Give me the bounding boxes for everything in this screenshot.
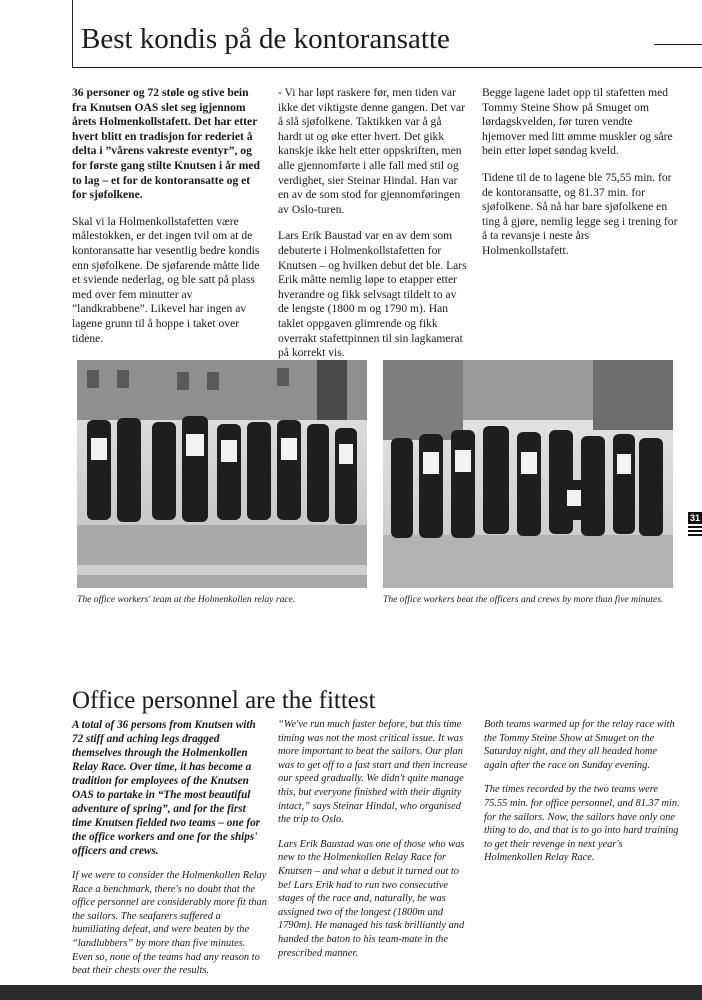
page-marker-stripe [688,530,702,532]
english-paragraph: The times recorded by the two teams were 75.55 min. for office personnel, and 81.37 min. for the sailors. Now, the sailors have only one thing to do, and that is to go into hard training to get their revenge in next year's Holmenkollen Relay Race. [484,784,680,864]
english-title: Office personnel are the fittest [72,687,376,714]
english-paragraph: “We've run much faster before, but this time timing was not the most critical issue. It was more important to beat the sailors. Our plan was to get off to a fast start and then increase our speed gradually. We didn't quite manage this, but everyone finished with their dignity intact,” says Steinar Hindal, who organised the trip to Oslo. [278,719,468,826]
photo-office-team [77,360,367,588]
norwegian-column-3 [482,86,678,271]
norwegian-paragraph: Lars Erik Baustad var en av dem som debuterte i Holmenkollstafetten for Knutsen – og hvilken debut det ble. Lars Erik måtte nemlig løpe to etapper etter hverandre og fikk selvsagt tildelt to av de lengste (1800 m og 1790 m). Han taklet oppgaven glimrende og fikk overrakt stafettpinnen til sin lagkamerat på korrekt vis. [278,229,467,360]
norwegian-paragraph: - Vi har løpt raskere før, men tiden var ikke det viktigste denne gangen. Det var å slå sjøfolkene. Taktikken var å gå hardt ut og øke etter hvert. Det gikk kanskje ikke helt etter oppskriften, men alle gjennomførte i alle fall med stil og verdighet, sier Steinar Hindal. Han var en av de som stod for gjennomføringen av Oslo-turen. [278,86,466,216]
norwegian-column-2 [278,86,468,373]
page-bottom-bar [0,985,702,1000]
english-paragraph: If we were to consider the Holmenkollen Relay Race a benchmark, there's no doubt that the office personnel are considerably more fit than the sailors. The seafarers suffered a humiliating defeat, and were beaten by the “landlubbers” by more than five minutes. Even so, none of the teams had any reason to beat their chests over the results. [72,870,267,977]
english-paragraph: Lars Erik Baustad was one of those who was new to the Holmenkollen Relay Race for Knutsen – and what a debut it turned out to be! Lars Erik had to run two consecutive stages of the race and, naturally, he was assigned two of the longest (1800m and 1790m). He managed his task brilliantly and handed the baton to his team-mate in the prescribed manner. [278,838,465,959]
english-column-1 [72,718,268,989]
photo-caption-right: The office workers beat the officers and crews by more than five minutes. [383,594,664,605]
page-title: Best kondis på de kontoransatte [81,23,450,55]
english-lead-paragraph: A total of 36 persons from Knutsen with 72 stiff and aching legs dragged themselves through the Holmenkollen Relay Race. Over time, it has become a tradition for employees of the Knutsen OAS to partake in “The most beautiful adventure of spring”, and for the first time Knutsen fielded two teams – one for the office workers and one for the ships' officers and crews. [72,719,261,857]
norwegian-lead-paragraph: 36 personer og 72 støle og stive bein fra Knutsen OAS slet seg igjennom årets Holmenkollstafett. Det har etter hvert blitt en tradisjon for rederiet å delta i ”vårens vakreste eventyr”, og for første gang stilte Knutsen i år med to lag – et for de kontoransatte og et for sjøfolkene. [72,86,260,202]
norwegian-column-1 [72,86,264,358]
page-number: 31 [689,513,700,523]
norwegian-paragraph: Skal vi la Holmenkollstafetten være målestokken, er det ingen tvil om at de kontoransatte har vesentlig bedre kondis enn sjøfolkene. De sjøfarende måtte lide et sviende nederlag, og ble satt på plass med over fem minutter av ”landkrabbene”. Likevel har ingen av lagene grunn til å hoppe i taket over tidene. [72,214,260,345]
norwegian-paragraph: Begge lagene ladet opp til stafetten med Tommy Steine Show på Smuget om lørdagskvelden, før turen vendte hjemover med litt ømme muskler og såre bein etter løpet søndag kveld. [482,86,673,158]
english-column-2 [278,718,474,971]
page-marker-stripe [688,534,702,536]
norwegian-paragraph: Tidene til de to lagene ble 75,55 min. for de kontoransatte, og 81.37 min. for sjøfolkene. Så nå har bare sjøfolkene en ting å gjøre, nemlig legge seg i trening for å ta revansje i neste års Holmenkollstafett. [482,170,678,257]
title-rule [654,44,702,45]
photo-caption-left: The office workers' team at the Holmenkollen relay race. [77,594,296,605]
english-paragraph: Both teams warmed up for the relay race with the Tommy Steine Show at Smuget on the Saturday night, and they all headed home again after the race on Sunday evening. [484,719,675,771]
english-column-3 [484,718,680,876]
page-marker-stripe [688,526,702,528]
photo-teams-comparison [383,360,673,588]
